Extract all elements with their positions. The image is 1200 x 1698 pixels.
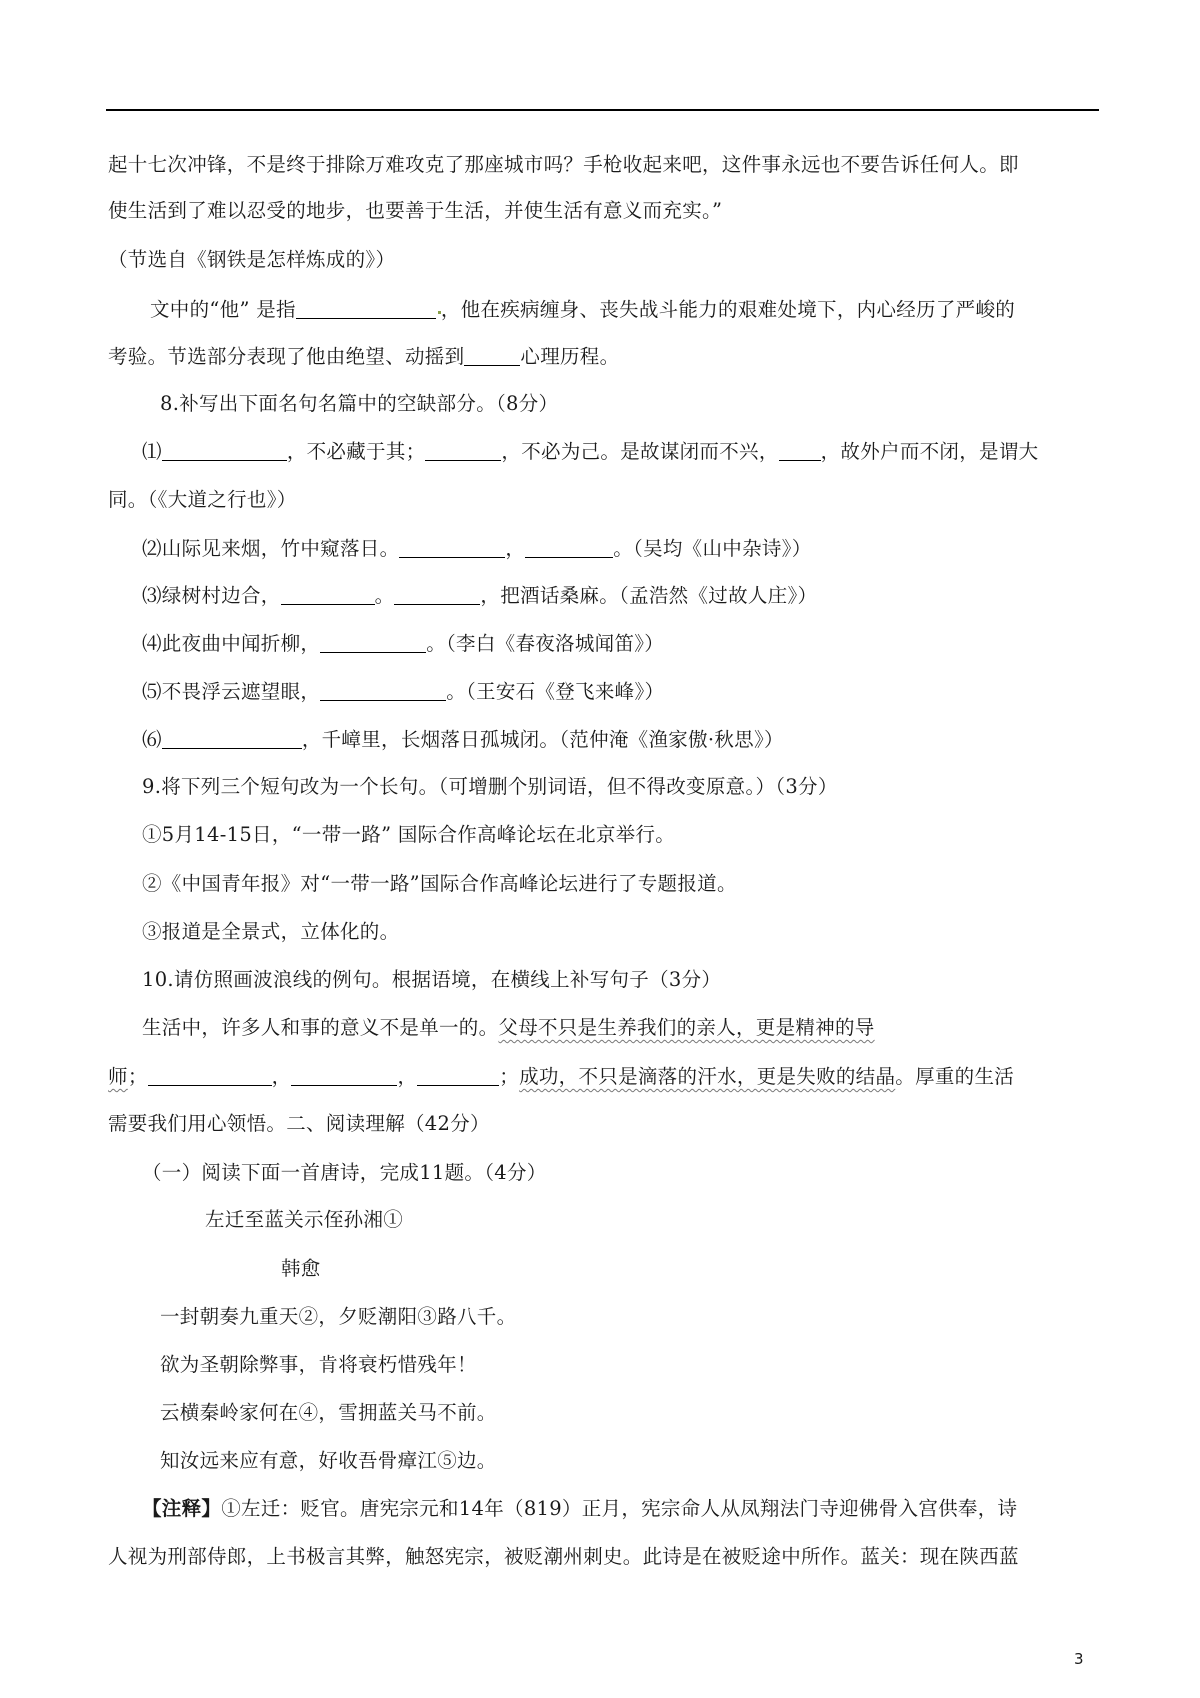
answer-blank[interactable] (320, 632, 426, 653)
answer-blank[interactable] (525, 537, 613, 558)
poem-line-4: 知汝远来应有意，好收吾骨瘴江⑤边。 (160, 1449, 497, 1472)
q9-sentence-1: ①5月14-15日，“一带一路” 国际合作高峰论坛在北京举行。 (142, 823, 676, 846)
q8-item-4: ⑷此夜曲中闻折柳， 。（李白《春夜洛城闻笛》） (142, 632, 665, 655)
answer-blank[interactable] (148, 1065, 272, 1086)
q9-sentence-2: ②《中国青年报》对“一带一路”国际合作高峰论坛进行了专题报道。 (142, 872, 737, 895)
passage-line-1: 起十七次冲锋，不是终于排除万难攻克了那座城市吗？手枪收起来吧，这件事永远也不要告诉任何人。即 (108, 153, 1019, 176)
answer-blank[interactable] (281, 584, 375, 605)
q8-item-6: ⑹ ，千嶂里，长烟落日孤城闭。（范仲淹《渔家傲·秋思》） (142, 728, 784, 751)
q8-item-3: ⑶绿树村边合， 。 ，把酒话桑麻。（孟浩然《过故人庄》） (142, 584, 818, 607)
poem-author: 韩愈 (281, 1257, 321, 1280)
q8-item-1-cont: 同。（《大道之行也》） (108, 488, 297, 511)
wavy-example-2: 成功，不只是滴落的汗水，更是失败的结晶 (519, 1065, 896, 1088)
q10-line-2: 师； ， ， ；成功，不只是滴落的汗水，更是失败的结晶。厚重的生活 (108, 1065, 1015, 1088)
passage-line-2: 使生活到了难以忍受的地步，也要善于生活，并使生活有意义而充实。” (108, 199, 723, 222)
answer-blank[interactable] (779, 440, 821, 461)
q8-item-5: ⑸不畏浮云遮望眼， 。（王安石《登飞来峰》） (142, 680, 665, 703)
q10-line-1: 生活中，许多人和事的意义不是单一的。父母不只是生养我们的亲人，更是精神的导 (142, 1016, 875, 1039)
header-rule (106, 109, 1099, 111)
answer-blank[interactable] (399, 537, 505, 558)
q8-item-1: ⑴ ，不必藏于其； ，不必为己。是故谋闭而不兴， ，故外户而不闭，是谓大 (142, 440, 1039, 463)
q8-title: 8.补写出下面名句名篇中的空缺部分。（8分） (160, 392, 559, 415)
answer-blank[interactable] (394, 584, 480, 605)
poem-line-1: 一封朝奏九重天②，夕贬潮阳③路八千。 (160, 1305, 517, 1328)
note-line-2: 人视为刑部侍郎，上书极言其弊，触怒宪宗，被贬潮州刺史。此诗是在被贬途中所作。蓝关：现在陕西蓝 (108, 1545, 1019, 1568)
answer-blank[interactable] (425, 440, 501, 461)
answer-blank[interactable] (162, 440, 287, 461)
q9-sentence-3: ③报道是全景式，立体化的。 (142, 920, 400, 943)
passage-source: （节选自《钢铁是怎样炼成的》） (108, 248, 396, 271)
q10-line-3: 需要我们用心领悟。二、阅读理解（42分） (108, 1112, 490, 1135)
answer-blank[interactable] (464, 345, 520, 366)
q10-title: 10.请仿照画波浪线的例句。根据语境，在横线上补写句子（3分） (142, 968, 722, 991)
answer-blank[interactable] (291, 1065, 397, 1086)
section-1-title: （一）阅读下面一首唐诗，完成11题。（4分） (142, 1161, 547, 1184)
question-he-cont: 考验。节选部分表现了他由绝望、动摇到 心理历程。 (108, 345, 620, 368)
question-he: 文中的“他” 是指 ，他在疾病缠身、丧失战斗能力的艰难处境下，内心经历了严峻的 (150, 298, 1016, 321)
page-number: 3 (1074, 1650, 1084, 1668)
wavy-example-1: 父母不只是生养我们的亲人，更是精神的导 (498, 1016, 875, 1039)
answer-blank[interactable] (162, 728, 302, 749)
poem-line-3: 云横秦岭家何在④，雪拥蓝关马不前。 (160, 1401, 497, 1424)
note-line-1: 【注释】①左迁：贬官。唐宪宗元和14年（819）正月，宪宗命人从凤翔法门寺迎佛骨入宫供奉，诗 (142, 1497, 1018, 1520)
q8-item-2: ⑵山际见来烟，竹中窥落日。 ， 。（吴均《山中杂诗》） (142, 537, 812, 560)
answer-blank[interactable] (296, 298, 436, 319)
answer-blank[interactable] (417, 1065, 499, 1086)
q9-title: 9.将下列三个短句改为一个长句。（可增删个别词语，但不得改变原意。）（3分） (142, 775, 838, 798)
answer-blank[interactable] (320, 680, 446, 701)
poem-title: 左迁至蓝关示侄孙湘① (205, 1208, 404, 1231)
poem-line-2: 欲为圣朝除弊事，肯将衰朽惜残年！ (160, 1353, 477, 1376)
